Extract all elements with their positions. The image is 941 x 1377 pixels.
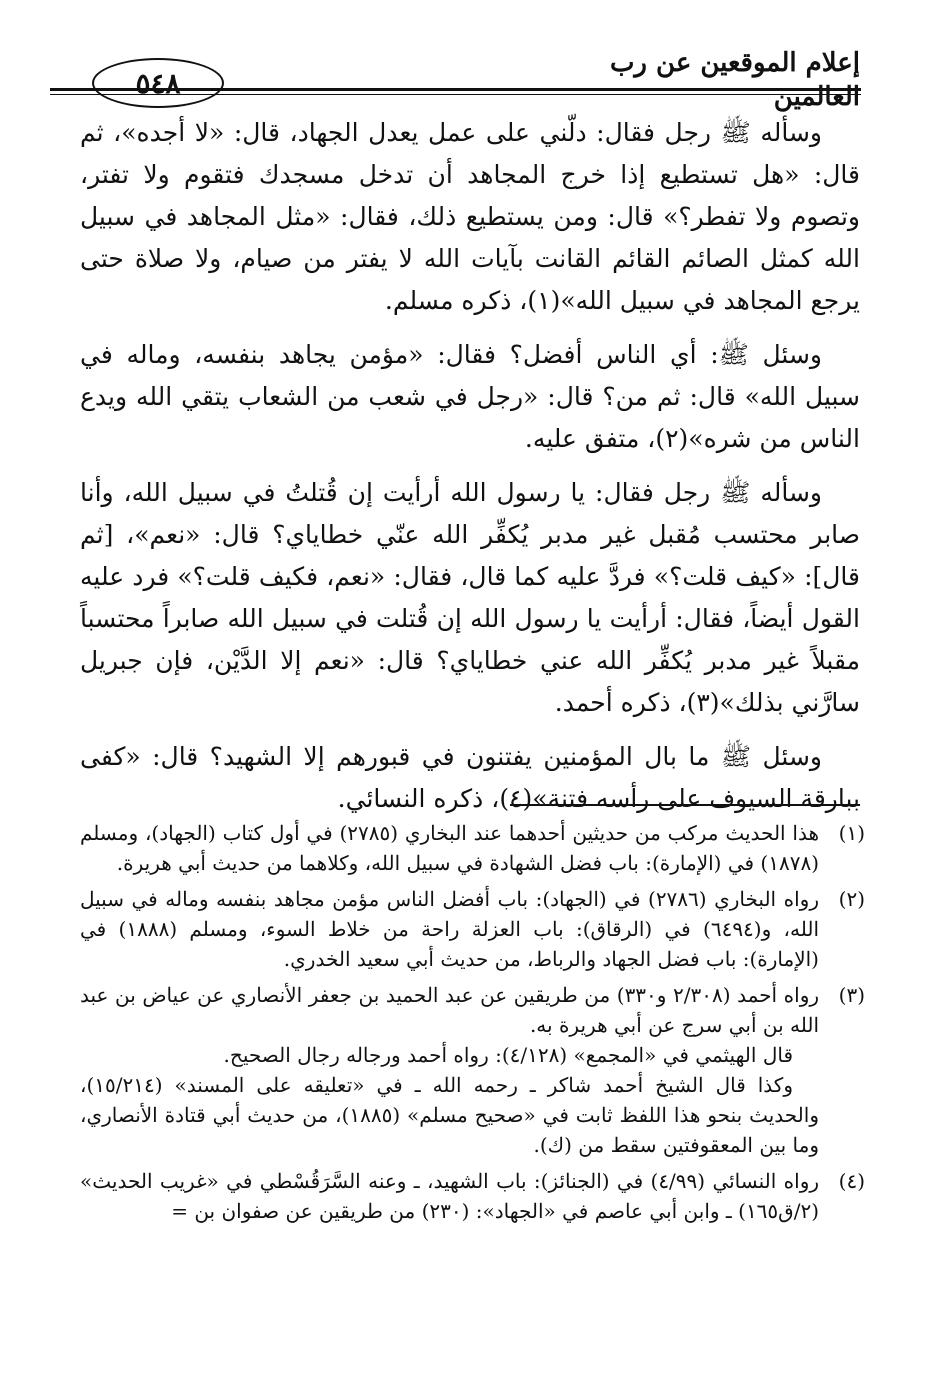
page-number: ٥٤٨ — [135, 66, 181, 100]
footnote-number: (٤) — [838, 1169, 865, 1193]
running-header-title: إعلام الموقعين عن رب العالمين — [609, 48, 860, 112]
header-rule — [50, 88, 861, 95]
body-paragraph: وسأله ﷺ رجل فقال: يا رسول الله أرأيت إن قُتلتُ في سبيل الله، وأنا صابر محتسب مُقبل غير مدبر يُكفِّر الله عنّي خطاياي؟ قال: «نعم»، [ثم قال]: «كيف قلت؟» فردَّ عليه كما قال، فقال: «نعم، فكيف قلت؟» فرد عليه القول أيضاً، فقال: أرأيت يا رسول الله إن قُتلت في سبيل الله صابراً محتسباً مقبلاً غير مدبر يُكفِّر الله عني خطاياي؟ قال: «نعم إلا الدَّيْن، فإن جبريل سارَّني بذلك»(٣)، ذكره أحمد. — [80, 478, 860, 717]
footnotes-section — [80, 818, 865, 1232]
body-paragraph: وسئل ﷺ: أي الناس أفضل؟ فقال: «مؤمن يجاهد بنفسه، وماله في سبيل الله» قال: ثم من؟ قال: «رجل في شعب من الشعاب يتقي الله ويدع الناس من شره»(٢)، متفق عليه. — [80, 340, 860, 453]
footnote-text: رواه البخاري (٢٧٨٦) في (الجهاد): باب أفضل الناس مؤمن مجاهد بنفسه وماله في سبيل الله، و(٦٤٩٤) في (الرقاق): باب العزلة راحة من خلاط السوء، ومسلم (١٨٨٨) في (الإمارة): باب فضل الجهاد والرباط، من حديث أبي سعيد الخدري. — [80, 887, 820, 971]
footnote — [80, 818, 865, 878]
footnote — [80, 1166, 865, 1226]
footnote — [80, 884, 865, 974]
footnote-text: رواه النسائي (٤/٩٩) في (الجنائز): باب الشهيد، ـ وعنه السَّرَقُسْطي في «غريب الحديث» (٢/ق١٦٥) ـ وابن أبي عاصم في «الجهاد»: (٢٣٠) من طريقين عن صفوان بن = — [80, 1169, 820, 1223]
footnote-text: وكذا قال الشيخ أحمد شاكر ـ رحمه الله ـ في «تعليقه على المسند» (١٥/٢١٤)، والحديث بنحو هذا اللفظ ثابت في «صحيح مسلم» (١٨٨٥)، من حديث أبي قتادة الأنصاري، وما بين المعقوفتين سقط من (ك). — [80, 1073, 819, 1157]
footnote-number: (٢) — [838, 887, 865, 911]
body-paragraph: وسأله ﷺ رجل فقال: دلّني على عمل يعدل الجهاد، قال: «لا أجده»، ثم قال: «هل تستطيع إذا خرج المجاهد أن تدخل مسجدك فتقوم ولا تفتر، وتصوم ولا تفطر؟» قال: ومن يستطيع ذلك، فقال: «مثل المجاهد في سبيل الله كمثل الصائم القائم القانت بآيات الله لا يفتر من صيام، ولا صلاة حتى يرجع المجاهد في سبيل الله»(١)، ذكره مسلم. — [80, 118, 860, 315]
main-text — [80, 112, 860, 832]
body-paragraph: وسئل ﷺ ما بال المؤمنين يفتنون في قبورهم إلا الشهيد؟ قال: «كفى ببارقة السيوف على رأسه فتنة»(٤)، ذكره النسائي. — [80, 742, 860, 813]
footnote-number: (٣) — [838, 983, 865, 1007]
page-number-badge — [92, 58, 224, 108]
footnote-text: هذا الحديث مركب من حديثين أحدهما عند البخاري (٢٧٨٥) في أول كتاب (الجهاد)، ومسلم (١٨٧٨) في (الإمارة): باب فضل الشهادة في سبيل الله، وكلاهما من حديث أبي هريرة. — [80, 821, 819, 875]
footnote-separator — [510, 804, 860, 806]
footnote-text: رواه أحمد (٢/٣٠٨ و٣٣٠) من طريقين عن عبد الحميد بن جعفر الأنصاري عن عياض بن عبد الله بن أبي سرج عن أبي هريرة به. — [80, 983, 820, 1037]
footnote-text: قال الهيثمي في «المجمع» (٤/١٢٨): رواه أحمد ورجاله رجال الصحيح. — [223, 1043, 793, 1067]
footnote-number: (١) — [838, 821, 865, 845]
footnote — [80, 980, 865, 1160]
